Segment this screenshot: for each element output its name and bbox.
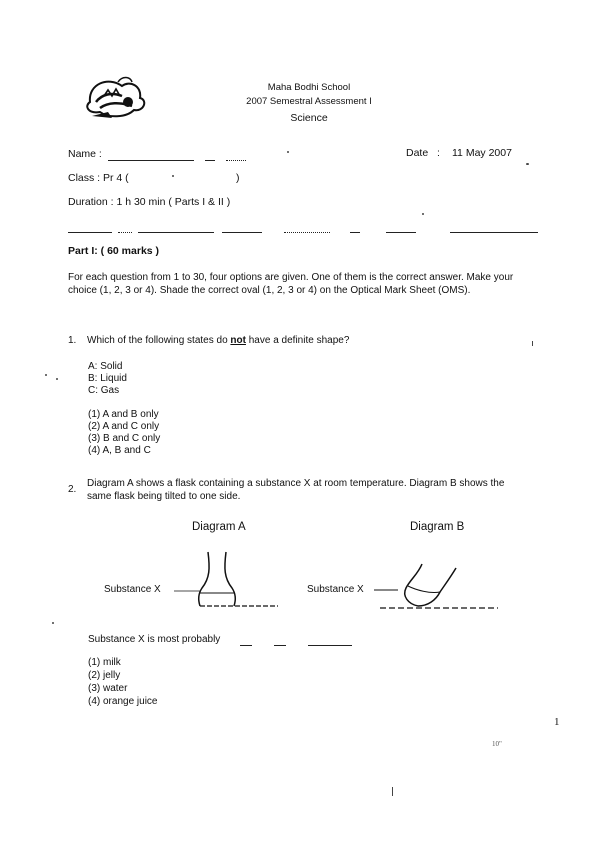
scan-speck — [172, 175, 174, 177]
q1-option-2: (2) A and C only — [88, 421, 160, 432]
date-value: 11 May 2007 — [452, 147, 512, 159]
q2-option-4: (4) orange juice — [88, 696, 158, 707]
school-name: Maha Bodhi School — [267, 82, 351, 93]
separator-7 — [386, 232, 416, 233]
scan-speck — [56, 378, 58, 380]
q1-option-4: (4) A, B and C — [88, 445, 151, 456]
q1-state-a: A: Solid — [88, 361, 123, 372]
q2-text-line2: same flask being tilted to one side. — [87, 491, 241, 502]
assessment-title: 2007 Semestral Assessment I — [246, 96, 372, 107]
scan-speck — [526, 163, 529, 165]
page-code: 10" — [492, 740, 502, 748]
diagram-a-flask — [170, 548, 280, 612]
school-logo — [78, 72, 152, 122]
q2-text-line1: Diagram A shows a flask containing a substance X at room temperature. Diagram B shows the — [87, 478, 505, 489]
scan-speck — [422, 213, 424, 215]
q1-state-c: C: Gas — [88, 385, 120, 396]
name-line — [108, 160, 194, 161]
class-label: Class : Pr 4 ( — [68, 172, 129, 184]
scan-speck — [532, 341, 533, 346]
separator-2 — [118, 232, 132, 233]
q2-option-1: (1) milk — [88, 657, 121, 668]
q1-option-1: (1) A and B only — [88, 409, 159, 420]
q2-blank-3 — [308, 645, 352, 646]
q2-blank-1 — [240, 645, 252, 646]
q1-number: 1. — [68, 335, 77, 346]
q2-number: 2. — [68, 484, 77, 495]
separator-5 — [284, 232, 330, 233]
separator-8 — [450, 232, 538, 233]
name-label: Name : — [68, 148, 102, 160]
diagram-b-flask — [370, 560, 500, 618]
duration: Duration : 1 h 30 min ( Parts I & II ) — [68, 196, 231, 208]
diagram-a-title: Diagram A — [192, 521, 246, 533]
q1-text: Which of the following states do not have a definite shape? — [87, 335, 350, 346]
name-line-2 — [205, 160, 215, 161]
q1-option-3: (3) B and C only — [88, 433, 161, 444]
scan-speck — [392, 787, 393, 796]
scan-speck — [287, 151, 289, 153]
class-close-paren: ) — [236, 172, 240, 184]
part-title: Part I: ( 60 marks ) — [68, 245, 160, 257]
substance-label-b: Substance X — [307, 584, 364, 595]
scan-speck — [52, 622, 54, 624]
subject-title: Science — [290, 112, 328, 124]
q1-emphasis: not — [230, 335, 246, 346]
page-number: 1 — [554, 716, 560, 728]
scan-speck — [45, 374, 47, 376]
separator-3 — [138, 232, 214, 233]
q2-prompt: Substance X is most probably — [88, 634, 221, 645]
diagram-b-title: Diagram B — [410, 521, 465, 533]
part-instructions: For each question from 1 to 30, four options are given. One of them is the correct answer. Make your choice (1, 2, 3 or 4). Shade the correct oval (1, 2, 3 or 4) on the Optical Mark Sheet (OMS). — [68, 272, 514, 296]
q1-state-b: B: Liquid — [88, 373, 127, 384]
separator-1 — [68, 232, 112, 233]
date-label: Date — [406, 147, 429, 159]
separator-6 — [350, 232, 360, 233]
q2-option-2: (2) jelly — [88, 670, 121, 681]
name-line-3 — [226, 160, 246, 161]
substance-label-a: Substance X — [104, 584, 161, 595]
q2-option-3: (3) water — [88, 683, 128, 694]
date-separator: : — [437, 147, 440, 159]
separator-4 — [222, 232, 262, 233]
q2-blank-2 — [274, 645, 286, 646]
